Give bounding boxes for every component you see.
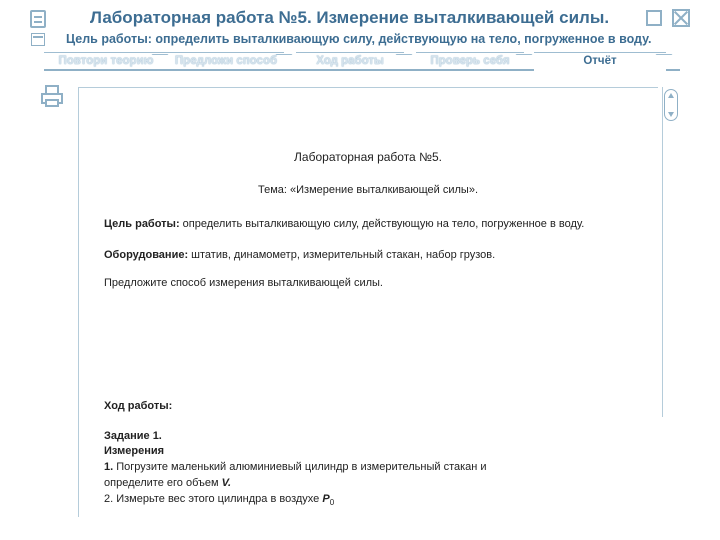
doc-step1-cont-text: определите его объем [104, 477, 222, 489]
goal-subtitle: Цель работы: определить выталкивающую силу, действующую на тело, погруженное в воду. [66, 32, 652, 46]
menu-icon[interactable] [30, 10, 46, 28]
doc-procedure-title: Ход работы: [104, 400, 173, 412]
doc-step2-var: P [322, 493, 330, 505]
restore-icon[interactable] [646, 10, 662, 26]
doc-equipment [104, 249, 495, 261]
tab-self-check[interactable]: Проверь себя [416, 52, 524, 70]
tab-theory[interactable]: Повтори теорию [44, 52, 168, 70]
doc-step2 [104, 493, 334, 507]
doc-step1-var: V. [221, 477, 232, 489]
scrollbar[interactable] [662, 87, 682, 417]
doc-heading: Лабораторная работа №5. [294, 150, 442, 164]
doc-step1-num: 1. [104, 461, 114, 473]
calculator-icon[interactable] [31, 33, 45, 46]
doc-measurements: Измерения [104, 445, 165, 457]
doc-equipment-text: штатив, динамометр, измерительный стакан, набор грузов. [188, 249, 496, 261]
doc-step1 [104, 461, 487, 473]
doc-step2-text: 2. Измерьте вес этого цилиндра в воздухе [104, 493, 323, 505]
doc-task-title: Задание 1. [104, 430, 162, 442]
doc-equipment-label: Оборудование: [104, 249, 189, 261]
scroll-thumb-icon[interactable] [664, 89, 678, 121]
doc-step2-sub: 0 [329, 498, 335, 508]
doc-goal-label: Цель работы: [104, 218, 180, 230]
doc-step1-cont [104, 477, 231, 489]
tab-procedure[interactable]: Ход работы [296, 52, 404, 70]
print-icon[interactable] [40, 85, 64, 107]
doc-goal [104, 218, 584, 230]
doc-step1-text: Погрузите маленький алюминиевый цилиндр в измерительный стакан и [113, 461, 487, 473]
doc-topic: Тема: «Измерение выталкивающей силы». [257, 184, 479, 196]
doc-goal-text: определить выталкивающую силу, действующую на тело, погруженное в воду. [179, 218, 585, 230]
page-title: Лабораторная работа №5. Измерение выталкивающей силы. [90, 8, 610, 27]
close-icon[interactable] [672, 9, 690, 27]
tab-report[interactable]: Отчёт [534, 52, 666, 72]
tab-suggest-method[interactable]: Предложи способ [168, 52, 284, 70]
doc-prompt: Предложите способ измерения выталкивающей силы. [104, 277, 383, 289]
